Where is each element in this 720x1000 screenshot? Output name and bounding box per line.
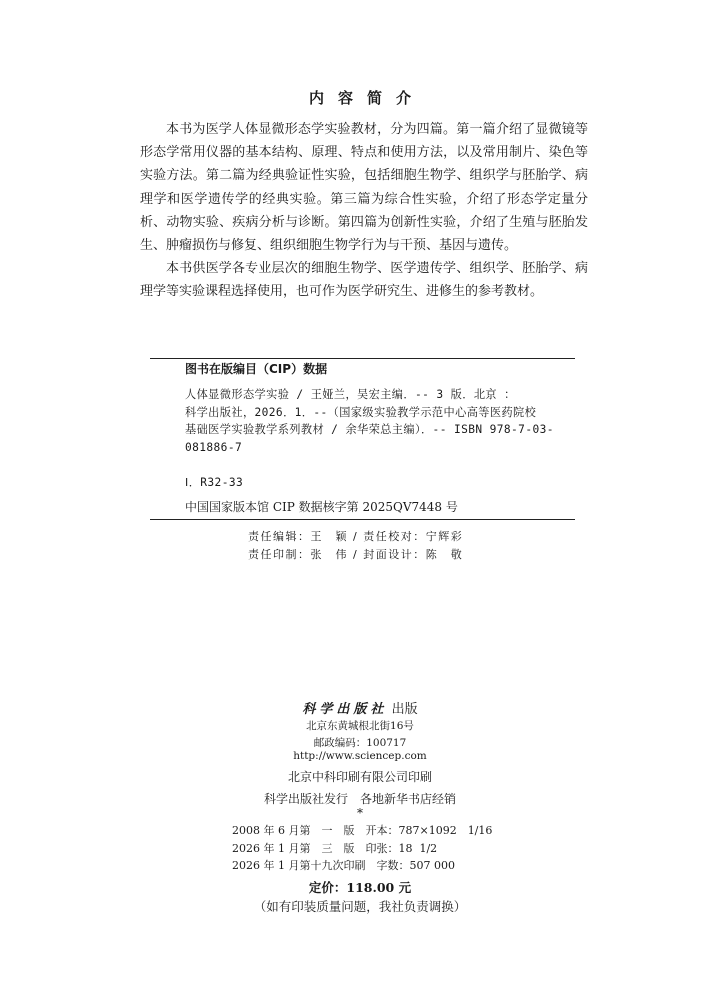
quality-note: （如有印装质量问题，我社负责调换） [253,899,467,914]
summary-title: 内容简介 [308,89,425,107]
cip-record [185,386,565,456]
publisher-website: http://www.sciencep.com [293,750,427,762]
cip-line: 基础医学实验教学系列教材 / 余华荣总主编）．-- ISBN 978-7-03- [185,423,554,436]
cip-bottom-rule [150,519,575,520]
edition-row: 2008 年 6 月第 一 版 开本：787×1092 1/16 [232,824,493,837]
summary-paragraph: 本书供医学各专业层次的细胞生物学、医学遗传学、组织学、胚胎学、病理学等实验课程选择使用，也可作为医学研究生、进修生的参考教材。 [140,261,588,300]
printer-line: 北京中科印刷有限公司印刷 [287,770,432,784]
distributor-line: 科学出版社发行 各地新华书店经销 [263,792,456,806]
cip-title: 图书在版编目（CIP）数据 [185,362,328,376]
cip-classification: Ⅰ．R32-33 [185,476,244,489]
cip-line: 科学出版社，2026．1．--（国家级实验教学示范中心高等医药院校 [185,405,537,419]
publisher-postcode: 邮政编码：100717 [313,737,407,749]
edition-row: 2026 年 1 月第 三 版 印张：18 1/2 [232,841,438,855]
separator-asterisk: * [357,806,363,820]
publisher-suffix: 出版 [391,702,418,717]
credits-editor-proofreader: 责任编辑：王 颖 / 责任校对：宁辉彩 [248,530,464,543]
cip-line: 081886-7 [185,440,243,454]
publisher-address: 北京东黄城根北街16号 [306,720,414,732]
edition-table [232,822,492,875]
summary-body [140,118,588,304]
summary-paragraph: 本书为医学人体显微形态学实验教材，分为四篇。第一篇介绍了显微镜等形态学常用仪器的基本结构、原理、特点和使用方法，以及常用制片、染色等实验方法。第二篇为经典验证性实验，包括细胞生物学、组织学与胚胎学、病理学和医学遗传学的经典实验。第三篇为综合性实验，介绍了形态学定量分析、动物实验、疾病分析与诊断。第四篇为创新性实验，介绍了生殖与胚胎发生、肿瘤损伤与修复、组织细胞生物学行为与干预、基因与遗传。 [140,122,588,254]
publisher-logo: 科学出版社 [302,702,388,717]
publisher-line [0,698,720,717]
cip-line: 人体显微形态学实验 / 王娅兰，吴宏主编．-- 3 版．北京 ： [185,388,516,401]
cip-data-number: 中国国家版本馆 CIP 数据核字第 2025QV7448 号 [185,500,458,514]
price: 定价：118.00 元 [308,880,412,895]
credits-printing-cover: 责任印制：张 伟 / 封面设计：陈 敬 [248,548,464,561]
edition-row: 2026 年 1 月第十九次印刷 字数：507 000 [232,859,455,872]
cip-top-rule [150,358,575,359]
